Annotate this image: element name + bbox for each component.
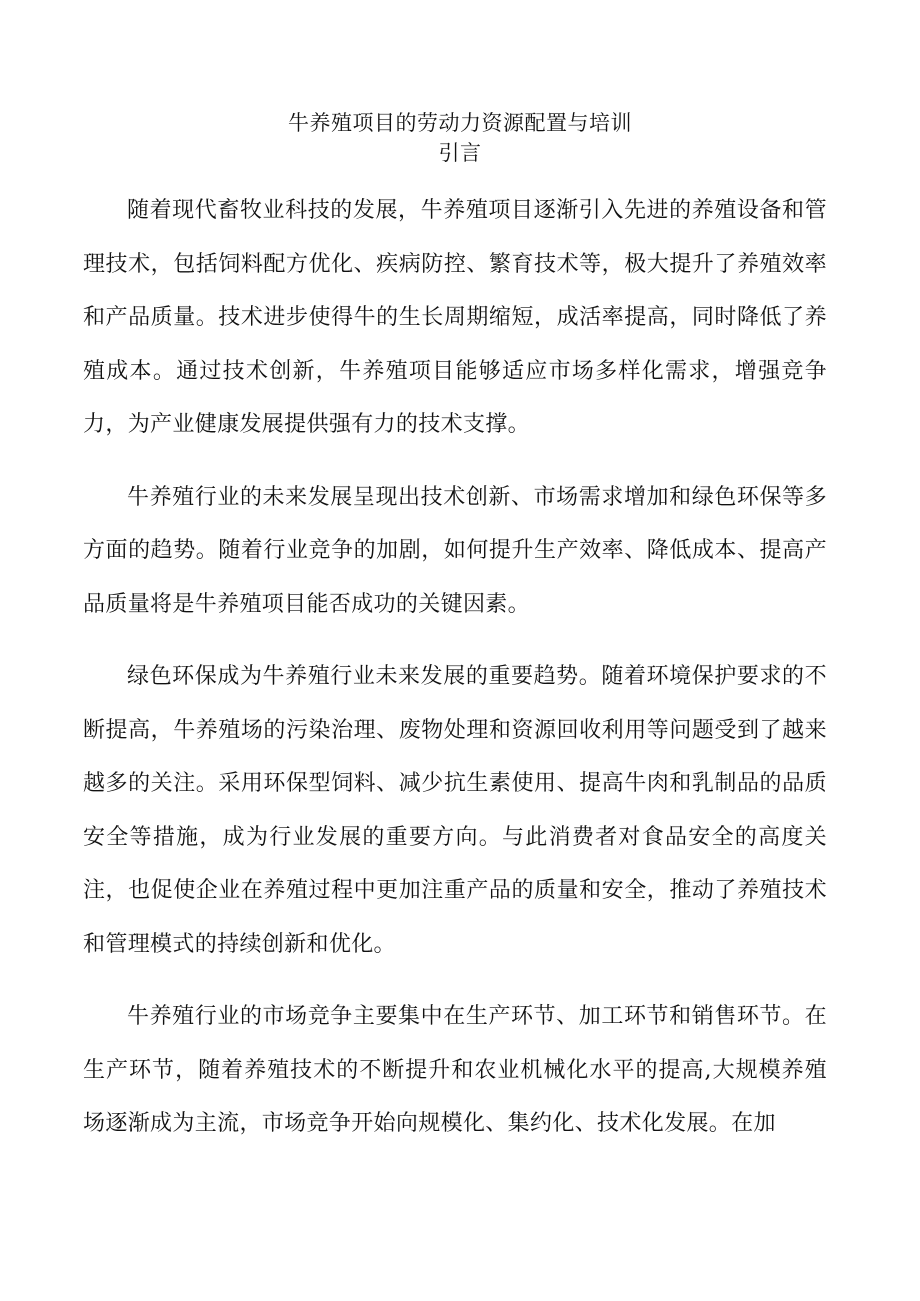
title-block — [0, 108, 920, 168]
paragraph-2: 牛养殖行业的未来发展呈现出技术创新、市场需求增加和绿色环保等多方面的趋势。随着行业竞争的加剧，如何提升生产效率、降低成本、提高产品质量将是牛养殖项目能否成功的关键因素。 — [83, 484, 827, 617]
section-heading: 引言 — [438, 141, 482, 165]
document-body — [83, 184, 827, 1151]
paragraph-1: 随着现代畜牧业科技的发展，牛养殖项目逐渐引入先进的养殖设备和管理技术，包括饲料配方优化、疾病防控、繁育技术等，极大提升了养殖效率和产品质量。技术进步使得牛的生长周期缩短，成活率提高，同时降低了养殖成本。通过技术创新，牛养殖项目能够适应市场多样化需求，增强竞争力，为产业健康发展提供强有力的技术支撑。 — [83, 198, 827, 437]
document-title: 牛养殖项目的劳动力资源配置与培训 — [288, 111, 632, 135]
paragraph-3: 绿色环保成为牛养殖行业未来发展的重要趋势。随着环境保护要求的不断提高，牛养殖场的污染治理、废物处理和资源回收利用等问题受到了越来越多的关注。采用环保型饲料、减少抗生素使用、提高牛肉和乳制品的品质安全等措施，成为行业发展的重要方向。与此消费者对食品安全的高度关注，也促使企业在养殖过程中更加注重产品的质量和安全，推动了养殖技术和管理模式的持续创新和优化。 — [83, 664, 827, 957]
paragraph-4: 牛养殖行业的市场竞争主要集中在生产环节、加工环节和销售环节。在生产环节，随着养殖技术的不断提升和农业机械化水平的提高,大规模养殖场逐渐成为主流，市场竞争开始向规模化、集约化、技术化发展。在加 — [83, 1004, 827, 1136]
